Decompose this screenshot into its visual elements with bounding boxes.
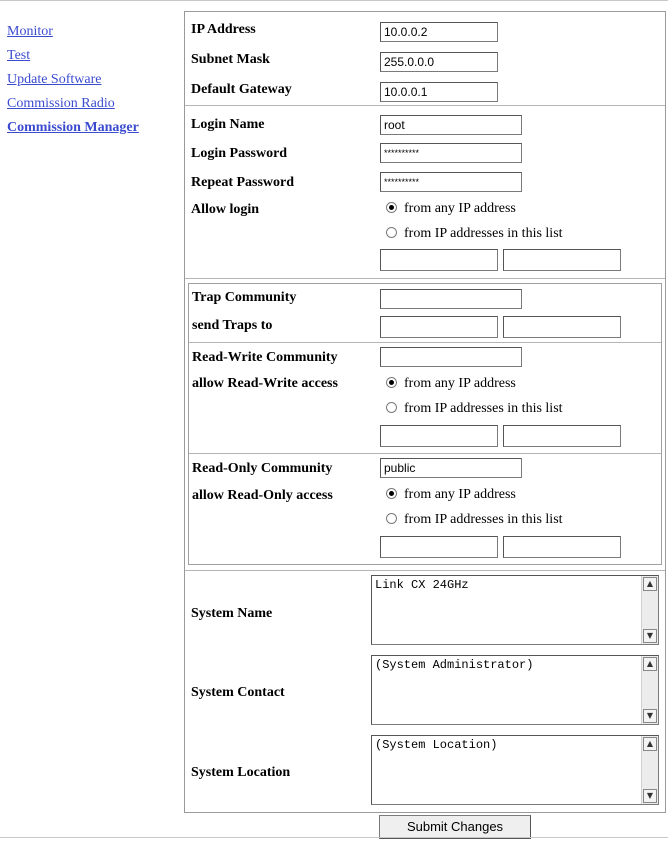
nav-test-link[interactable]: Test xyxy=(7,48,31,63)
login-list-ip-option[interactable] xyxy=(386,226,563,242)
ro-ip-input-2[interactable] xyxy=(503,536,621,558)
default-gateway-label: Default Gateway xyxy=(191,82,292,97)
login-name-label: Login Name xyxy=(191,117,265,132)
ro-any-ip-label: from any IP address xyxy=(404,487,516,502)
ro-list-ip-option[interactable] xyxy=(386,512,563,528)
login-ip-input-2[interactable] xyxy=(503,249,621,271)
system-contact-label: System Contact xyxy=(191,685,285,700)
send-traps-input-1[interactable] xyxy=(380,316,498,338)
submit-changes-button[interactable]: Submit Changes xyxy=(379,815,531,839)
snmp-group xyxy=(188,283,662,565)
login-ip-input-1[interactable] xyxy=(380,249,498,271)
system-location-label: System Location xyxy=(191,765,291,780)
top-divider xyxy=(0,0,668,1)
rw-any-ip-option[interactable] xyxy=(386,376,516,392)
rw-ip-input-2[interactable] xyxy=(503,425,621,447)
system-name-text: Link CX 24GHz xyxy=(375,578,469,592)
network-section xyxy=(185,12,665,106)
bottom-divider xyxy=(0,837,668,838)
system-section xyxy=(185,571,665,812)
ro-ip-input-1[interactable] xyxy=(380,536,498,558)
default-gateway-input[interactable]: 10.0.0.1 xyxy=(380,82,498,102)
read-only-community-label: Read-Only Community xyxy=(192,461,333,476)
scroll-down-icon[interactable]: ▼ xyxy=(643,709,657,723)
system-location-textarea[interactable] xyxy=(371,735,659,805)
read-write-subsection xyxy=(189,343,661,454)
subnet-mask-input[interactable]: 255.0.0.0 xyxy=(380,52,498,72)
read-only-subsection xyxy=(189,454,661,564)
read-only-access-label: allow Read-Only access xyxy=(192,488,333,503)
ro-any-ip-radio[interactable] xyxy=(386,488,397,499)
scroll-down-icon[interactable]: ▼ xyxy=(643,789,657,803)
read-write-community-input[interactable] xyxy=(380,347,522,367)
side-navigation xyxy=(7,20,139,140)
read-write-community-label: Read-Write Community xyxy=(192,350,338,365)
login-password-label: Login Password xyxy=(191,146,288,161)
scroll-up-icon[interactable]: ▲ xyxy=(643,657,657,671)
ro-list-ip-label: from IP addresses in this list xyxy=(404,512,563,527)
nav-update-software-link[interactable]: Update Software xyxy=(7,72,102,87)
trap-community-input[interactable] xyxy=(380,289,522,309)
ip-address-input[interactable]: 10.0.0.2 xyxy=(380,22,498,42)
allow-login-label: Allow login xyxy=(191,202,260,217)
login-any-ip-option[interactable] xyxy=(386,201,516,217)
scroll-up-icon[interactable]: ▲ xyxy=(643,577,657,591)
ip-address-label: IP Address xyxy=(191,22,256,37)
repeat-password-label: Repeat Password xyxy=(191,175,295,190)
settings-panel xyxy=(184,11,666,813)
login-name-input[interactable]: root xyxy=(380,115,522,135)
nav-monitor-link[interactable]: Monitor xyxy=(7,24,53,39)
read-write-access-label: allow Read-Write access xyxy=(192,376,338,391)
rw-any-ip-radio[interactable] xyxy=(386,377,397,388)
login-any-ip-label: from any IP address xyxy=(404,201,516,216)
scroll-down-icon[interactable]: ▼ xyxy=(643,629,657,643)
rw-list-ip-label: from IP addresses in this list xyxy=(404,401,563,416)
read-only-community-input[interactable]: public xyxy=(380,458,522,478)
system-location-scrollbar[interactable] xyxy=(641,736,658,804)
system-name-textarea[interactable] xyxy=(371,575,659,645)
system-contact-scrollbar[interactable] xyxy=(641,656,658,724)
nav-commission-manager-link[interactable]: Commission Manager xyxy=(7,120,139,135)
ro-any-ip-option[interactable] xyxy=(386,487,516,503)
system-name-scrollbar[interactable] xyxy=(641,576,658,644)
login-list-ip-label: from IP addresses in this list xyxy=(404,226,563,241)
rw-ip-input-1[interactable] xyxy=(380,425,498,447)
repeat-password-input[interactable]: ********** xyxy=(380,172,522,192)
scroll-up-icon[interactable]: ▲ xyxy=(643,737,657,751)
login-list-ip-radio[interactable] xyxy=(386,227,397,238)
trap-subsection xyxy=(189,284,661,343)
rw-any-ip-label: from any IP address xyxy=(404,376,516,391)
system-contact-text: (System Administrator) xyxy=(375,658,534,672)
system-location-text: (System Location) xyxy=(375,738,498,752)
login-password-input[interactable]: ********** xyxy=(380,143,522,163)
login-any-ip-radio[interactable] xyxy=(386,202,397,213)
rw-list-ip-radio[interactable] xyxy=(386,402,397,413)
send-traps-label: send Traps to xyxy=(192,318,273,333)
subnet-mask-label: Subnet Mask xyxy=(191,52,270,67)
login-section xyxy=(185,106,665,279)
system-name-label: System Name xyxy=(191,606,273,621)
snmp-section xyxy=(185,279,665,571)
trap-community-label: Trap Community xyxy=(192,290,297,305)
system-contact-textarea[interactable] xyxy=(371,655,659,725)
rw-list-ip-option[interactable] xyxy=(386,401,563,417)
ro-list-ip-radio[interactable] xyxy=(386,513,397,524)
send-traps-input-2[interactable] xyxy=(503,316,621,338)
nav-commission-radio-link[interactable]: Commission Radio xyxy=(7,96,115,111)
